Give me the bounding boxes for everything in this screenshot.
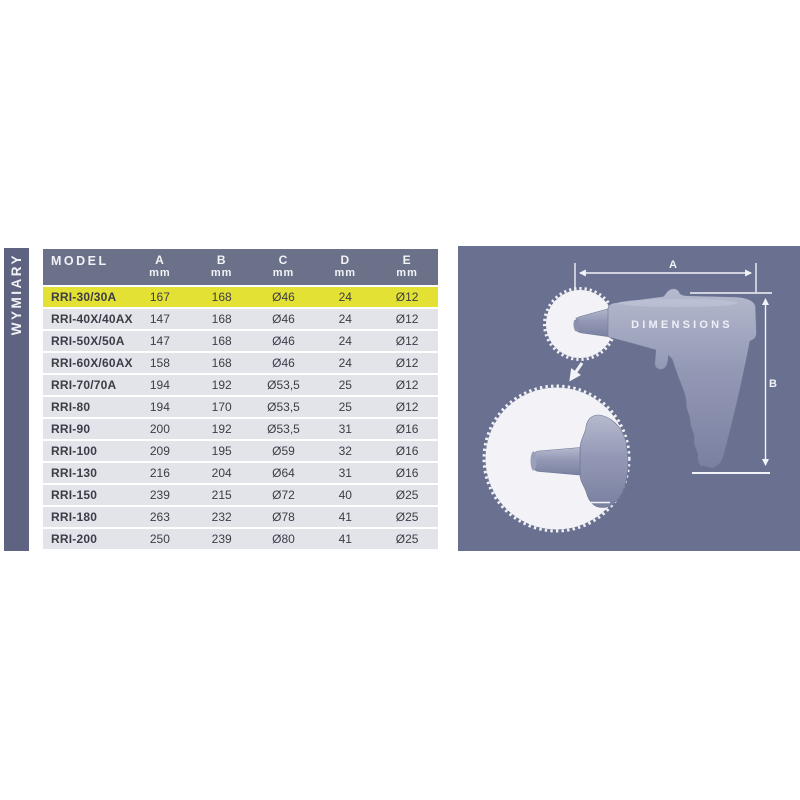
model-cell: RRI-60X/60AX — [51, 356, 133, 370]
value-cell: 158 — [149, 356, 170, 370]
value-cell: Ø46 — [272, 356, 295, 370]
value-cell: 147 — [149, 312, 170, 326]
model-cell: RRI-200 — [51, 532, 98, 546]
table-row — [43, 397, 438, 419]
value-cell: 25 — [338, 400, 352, 414]
table-row — [43, 529, 438, 551]
model-cell: RRI-50X/50A — [51, 334, 125, 348]
value-cell: 232 — [211, 510, 232, 524]
value-cell: 192 — [211, 422, 232, 436]
value-cell: Ø16 — [395, 422, 419, 436]
value-cell: Ø25 — [395, 488, 419, 502]
column-header — [191, 249, 253, 285]
value-cell: Ø59 — [272, 444, 295, 458]
column-header — [376, 249, 438, 285]
column-letter: E — [402, 253, 412, 267]
dimensions-diagram — [458, 246, 800, 551]
model-cell: RRI-130 — [51, 466, 98, 480]
value-cell: Ø12 — [395, 334, 419, 348]
table-header — [43, 249, 438, 287]
value-cell: 239 — [211, 532, 232, 546]
value-cell: 24 — [338, 290, 352, 304]
value-cell: 168 — [211, 312, 232, 326]
value-cell: Ø25 — [395, 532, 419, 546]
value-cell: Ø64 — [272, 466, 295, 480]
value-cell: 239 — [149, 488, 170, 502]
value-cell: 194 — [149, 378, 170, 392]
value-cell: 41 — [338, 510, 352, 524]
value-cell: Ø80 — [272, 532, 295, 546]
value-cell: Ø16 — [395, 444, 419, 458]
value-cell: Ø46 — [272, 334, 295, 348]
model-cell: RRI-80 — [51, 400, 91, 414]
detail-nose-tip — [531, 452, 537, 471]
value-cell: Ø12 — [395, 400, 419, 414]
value-cell: 200 — [149, 422, 170, 436]
column-unit: mm — [396, 267, 418, 279]
value-cell: Ø72 — [272, 488, 295, 502]
table-row — [43, 331, 438, 353]
value-cell: Ø12 — [395, 378, 419, 392]
section-tab-wymiary — [4, 248, 29, 551]
table-row — [43, 441, 438, 463]
value-cell: Ø12 — [395, 356, 419, 370]
value-cell: 250 — [149, 532, 170, 546]
column-unit: mm — [210, 267, 233, 279]
value-cell: Ø16 — [395, 466, 419, 480]
dimension-d-label: D — [549, 489, 557, 501]
value-cell: 194 — [149, 400, 170, 414]
dimension-b-label: B — [769, 378, 777, 390]
value-cell: 24 — [338, 312, 352, 326]
value-cell: 195 — [211, 444, 232, 458]
model-cell: RRI-150 — [51, 488, 98, 502]
diagram-title: DIMENSIONS — [631, 319, 733, 331]
value-cell: Ø53,5 — [267, 422, 300, 436]
value-cell: 170 — [211, 400, 232, 414]
value-cell: 147 — [149, 334, 170, 348]
model-cell: RRI-100 — [51, 444, 98, 458]
value-cell: Ø25 — [395, 510, 419, 524]
model-cell: RRI-180 — [51, 510, 98, 524]
column-letter: D — [340, 253, 351, 267]
detail-nose-tube — [532, 448, 580, 476]
value-cell: 216 — [149, 466, 170, 480]
value-cell: 192 — [211, 378, 232, 392]
value-cell: Ø46 — [272, 290, 295, 304]
value-cell: 32 — [338, 444, 352, 458]
value-cell: 24 — [338, 334, 352, 348]
dimensions-table — [43, 249, 438, 551]
column-header — [314, 249, 376, 285]
column-unit: mm — [334, 267, 357, 279]
dimensions-diagram-panel — [458, 246, 800, 551]
column-unit: mm — [272, 267, 295, 279]
model-cell: RRI-40X/40AX — [51, 312, 133, 326]
value-cell: 31 — [338, 422, 352, 436]
value-cell: Ø78 — [272, 510, 295, 524]
table-row — [43, 485, 438, 507]
table-row — [43, 463, 438, 485]
value-cell: 168 — [211, 356, 232, 370]
value-cell: 167 — [149, 290, 170, 304]
table-row — [43, 287, 438, 309]
value-cell: 168 — [211, 290, 232, 304]
dimension-a-label: A — [669, 259, 677, 271]
callout-zoom-arrow — [571, 363, 582, 379]
value-cell: 41 — [338, 532, 352, 546]
value-cell: Ø12 — [395, 312, 419, 326]
value-cell: Ø12 — [395, 290, 419, 304]
value-cell: 40 — [338, 488, 352, 502]
value-cell: 204 — [211, 466, 232, 480]
model-cell: RRI-30/30A — [51, 290, 117, 304]
value-cell: 168 — [211, 334, 232, 348]
tool-body-highlight — [618, 299, 738, 307]
value-cell: 25 — [338, 378, 352, 392]
dimension-e-label: E — [513, 458, 522, 471]
model-cell: RRI-70/70A — [51, 378, 117, 392]
model-cell: RRI-90 — [51, 422, 91, 436]
value-cell: Ø46 — [272, 312, 295, 326]
tool-body — [608, 289, 757, 468]
column-letter: C — [278, 253, 289, 267]
value-cell: Ø53,5 — [267, 378, 300, 392]
value-cell: 24 — [338, 356, 352, 370]
value-cell: Ø53,5 — [267, 400, 300, 414]
column-unit: mm — [149, 267, 171, 279]
column-header — [253, 249, 315, 285]
column-header — [129, 249, 191, 285]
table-row — [43, 309, 438, 331]
table-row — [43, 507, 438, 529]
value-cell: 263 — [149, 510, 170, 524]
dimension-c-label: C — [499, 458, 507, 471]
column-letter: A — [155, 253, 165, 267]
column-header-model: MODEL — [51, 254, 109, 268]
table-row — [43, 375, 438, 397]
table-row — [43, 419, 438, 441]
column-letter: B — [216, 253, 227, 267]
section-tab-label: WYMIARY — [9, 253, 24, 336]
table-row — [43, 353, 438, 375]
value-cell: 215 — [211, 488, 232, 502]
value-cell: 31 — [338, 466, 352, 480]
value-cell: 209 — [149, 444, 170, 458]
table-body — [43, 287, 438, 551]
